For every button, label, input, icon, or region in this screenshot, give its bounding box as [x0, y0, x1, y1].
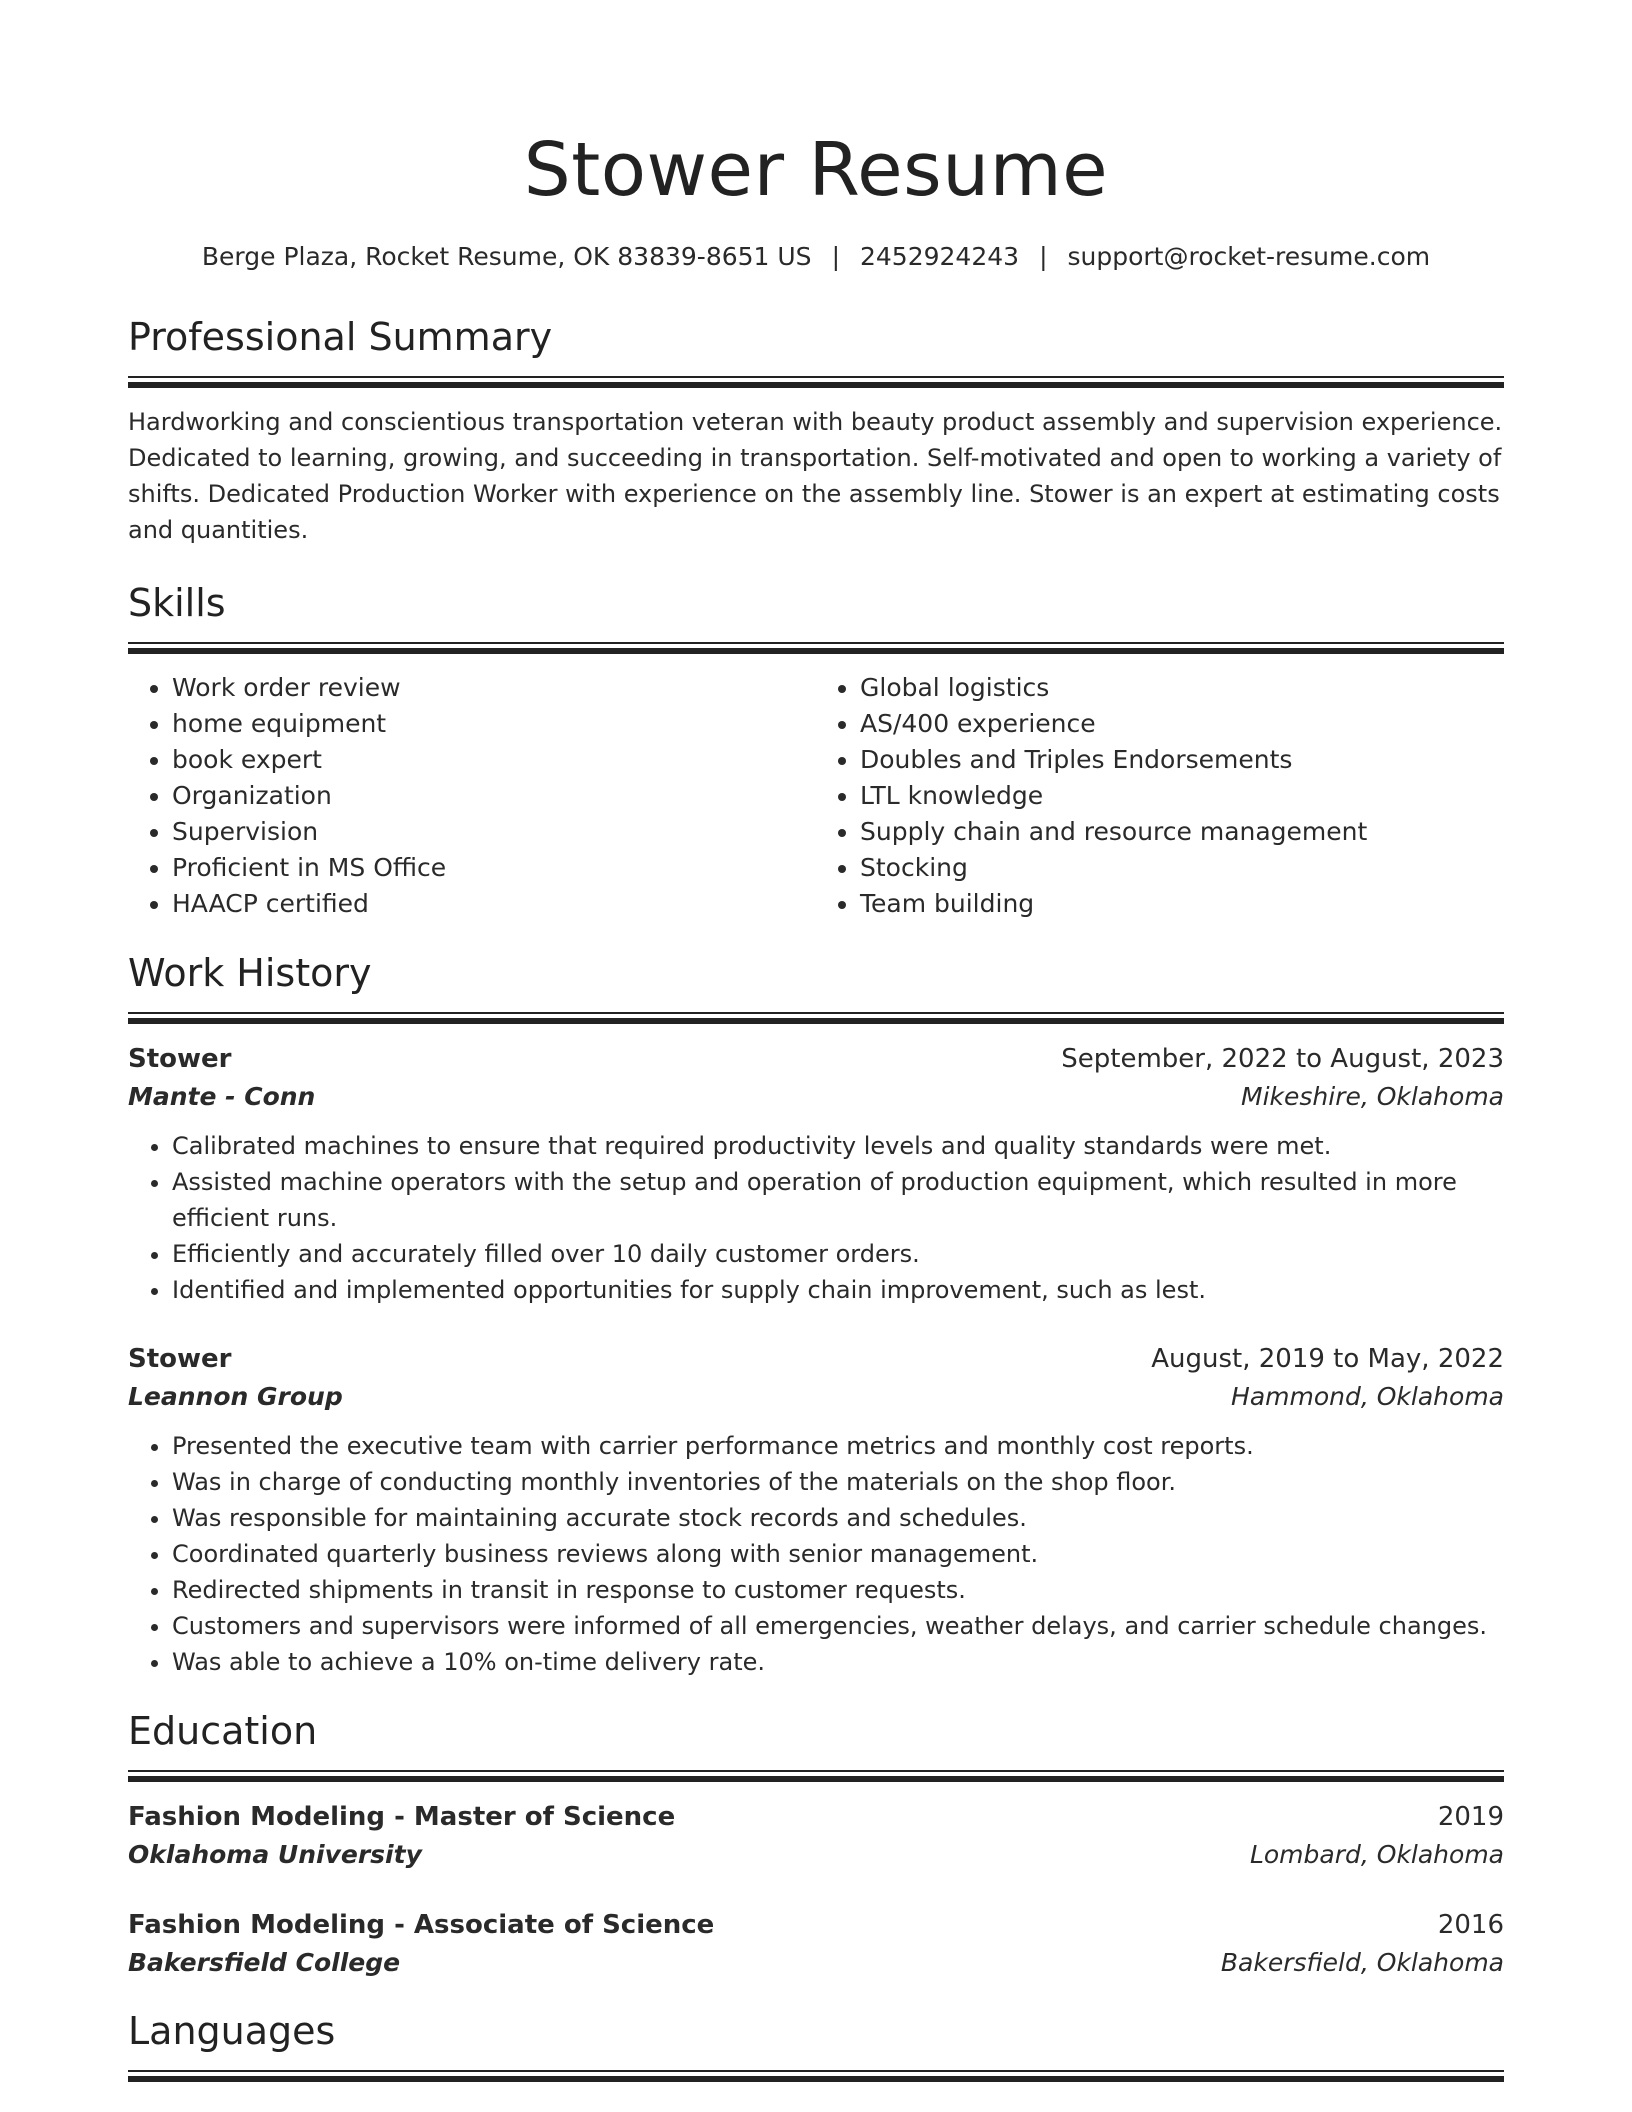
section-divider — [128, 1012, 1504, 1024]
summary-text: Hardworking and conscientious transportation veteran with beauty product assembly and supervision experience. Dedicated to learning, growing, and succeeding in transportation. Self-motivated and open to working a variety of shifts. Dedicated Production Worker with experience on the assembly line. Stower is an expert at estimating costs and quantities. — [128, 408, 1503, 544]
job-bullet: • Assisted machine operators with the setup and operation of production equipment, which resulted in more efficient runs. — [172, 1164, 1504, 1236]
job-bullet: • Was in charge of conducting monthly inventories of the materials on the shop floor. — [172, 1464, 1504, 1500]
work-history-heading: Work History — [128, 951, 372, 995]
skill-item: • HAACP certified — [172, 886, 816, 922]
skills-columns — [128, 670, 1504, 922]
job-header — [128, 1040, 1504, 1078]
summary-heading: Professional Summary — [128, 315, 553, 359]
skills-section — [128, 578, 1504, 922]
skill-item: • Doubles and Triples Endorsements — [860, 742, 1504, 778]
job-bullets — [128, 1128, 1504, 1308]
skill-item: • Supervision — [172, 814, 816, 850]
job-entry — [128, 1340, 1504, 1680]
contact-address: Berge Plaza, Rocket Resume, OK 83839-8651 US — [201, 242, 812, 271]
languages-heading: Languages — [128, 2009, 336, 2053]
summary-section — [128, 312, 1504, 548]
skill-item: • AS/400 experience — [860, 706, 1504, 742]
job-bullet: • Was able to achieve a 10% on-time delivery rate. — [172, 1644, 1504, 1680]
job-title: Stower — [128, 1044, 232, 1074]
education-header — [128, 1906, 1504, 1944]
skill-item: • Stocking — [860, 850, 1504, 886]
education-section — [128, 1706, 1504, 1982]
contact-email[interactable]: support@rocket-resume.com — [1067, 242, 1431, 271]
resume-name: Stower Resume — [523, 127, 1109, 213]
education-school: Bakersfield College — [128, 1948, 401, 1977]
education-subheader — [128, 1836, 1504, 1874]
job-bullets — [128, 1428, 1504, 1680]
section-divider — [128, 2070, 1504, 2082]
skill-item: • Supply chain and resource management — [860, 814, 1504, 850]
job-bullet: • Presented the executive team with carrier performance metrics and monthly cost reports. — [172, 1428, 1504, 1464]
skill-item: • Work order review — [172, 670, 816, 706]
education-school: Oklahoma University — [128, 1840, 422, 1869]
skill-item: • Proficient in MS Office — [172, 850, 816, 886]
skills-heading: Skills — [128, 581, 226, 625]
contact-separator: | — [1039, 242, 1048, 271]
skills-list-left — [128, 670, 816, 922]
education-entry — [128, 1906, 1504, 1982]
job-bullet: • Calibrated machines to ensure that required productivity levels and quality standards were met. — [172, 1128, 1504, 1164]
job-bullet: • Customers and supervisors were informed of all emergencies, weather delays, and carrier schedule changes. — [172, 1608, 1504, 1644]
job-dates: September, 2022 to August, 2023 — [1061, 1044, 1504, 1074]
education-subheader — [128, 1944, 1504, 1982]
education-header — [128, 1798, 1504, 1836]
contact-line — [128, 240, 1504, 274]
job-entry — [128, 1040, 1504, 1308]
job-company: Mante - Conn — [128, 1082, 316, 1111]
education-year: 2016 — [1437, 1910, 1504, 1940]
education-degree: Fashion Modeling - Master of Science — [128, 1802, 676, 1832]
education-heading: Education — [128, 1709, 318, 1753]
education-location: Bakersfield, Oklahoma — [1220, 1948, 1504, 1977]
education-location: Lombard, Oklahoma — [1249, 1840, 1504, 1869]
job-location: Mikeshire, Oklahoma — [1241, 1082, 1504, 1111]
skill-item: • book expert — [172, 742, 816, 778]
section-divider — [128, 376, 1504, 388]
skill-item: • home equipment — [172, 706, 816, 742]
job-title: Stower — [128, 1344, 232, 1374]
job-location: Hammond, Oklahoma — [1231, 1382, 1504, 1411]
job-bullet: • Coordinated quarterly business reviews along with senior management. — [172, 1536, 1504, 1572]
job-bullet: • Efficiently and accurately filled over 10 daily customer orders. — [172, 1236, 1504, 1272]
job-bullet: • Redirected shipments in transit in response to customer requests. — [172, 1572, 1504, 1608]
job-header — [128, 1340, 1504, 1378]
work-history-section — [128, 948, 1504, 1680]
languages-section — [128, 2006, 1504, 2082]
skill-item: • LTL knowledge — [860, 778, 1504, 814]
job-subheader — [128, 1378, 1504, 1416]
job-bullet: • Identified and implemented opportunities for supply chain improvement, such as lest. — [172, 1272, 1504, 1308]
skill-item: • Team building — [860, 886, 1504, 922]
education-degree: Fashion Modeling - Associate of Science — [128, 1910, 715, 1940]
section-divider — [128, 1770, 1504, 1782]
education-entry — [128, 1798, 1504, 1874]
section-divider — [128, 642, 1504, 654]
job-company: Leannon Group — [128, 1382, 343, 1411]
education-year: 2019 — [1437, 1802, 1504, 1832]
job-subheader — [128, 1078, 1504, 1116]
skill-item: • Global logistics — [860, 670, 1504, 706]
job-bullet: • Was responsible for maintaining accurate stock records and schedules. — [172, 1500, 1504, 1536]
skill-item: • Organization — [172, 778, 816, 814]
job-dates: August, 2019 to May, 2022 — [1151, 1344, 1504, 1374]
skills-list-right — [816, 670, 1504, 922]
contact-phone: 2452924243 — [860, 242, 1020, 271]
contact-separator: | — [831, 242, 840, 271]
